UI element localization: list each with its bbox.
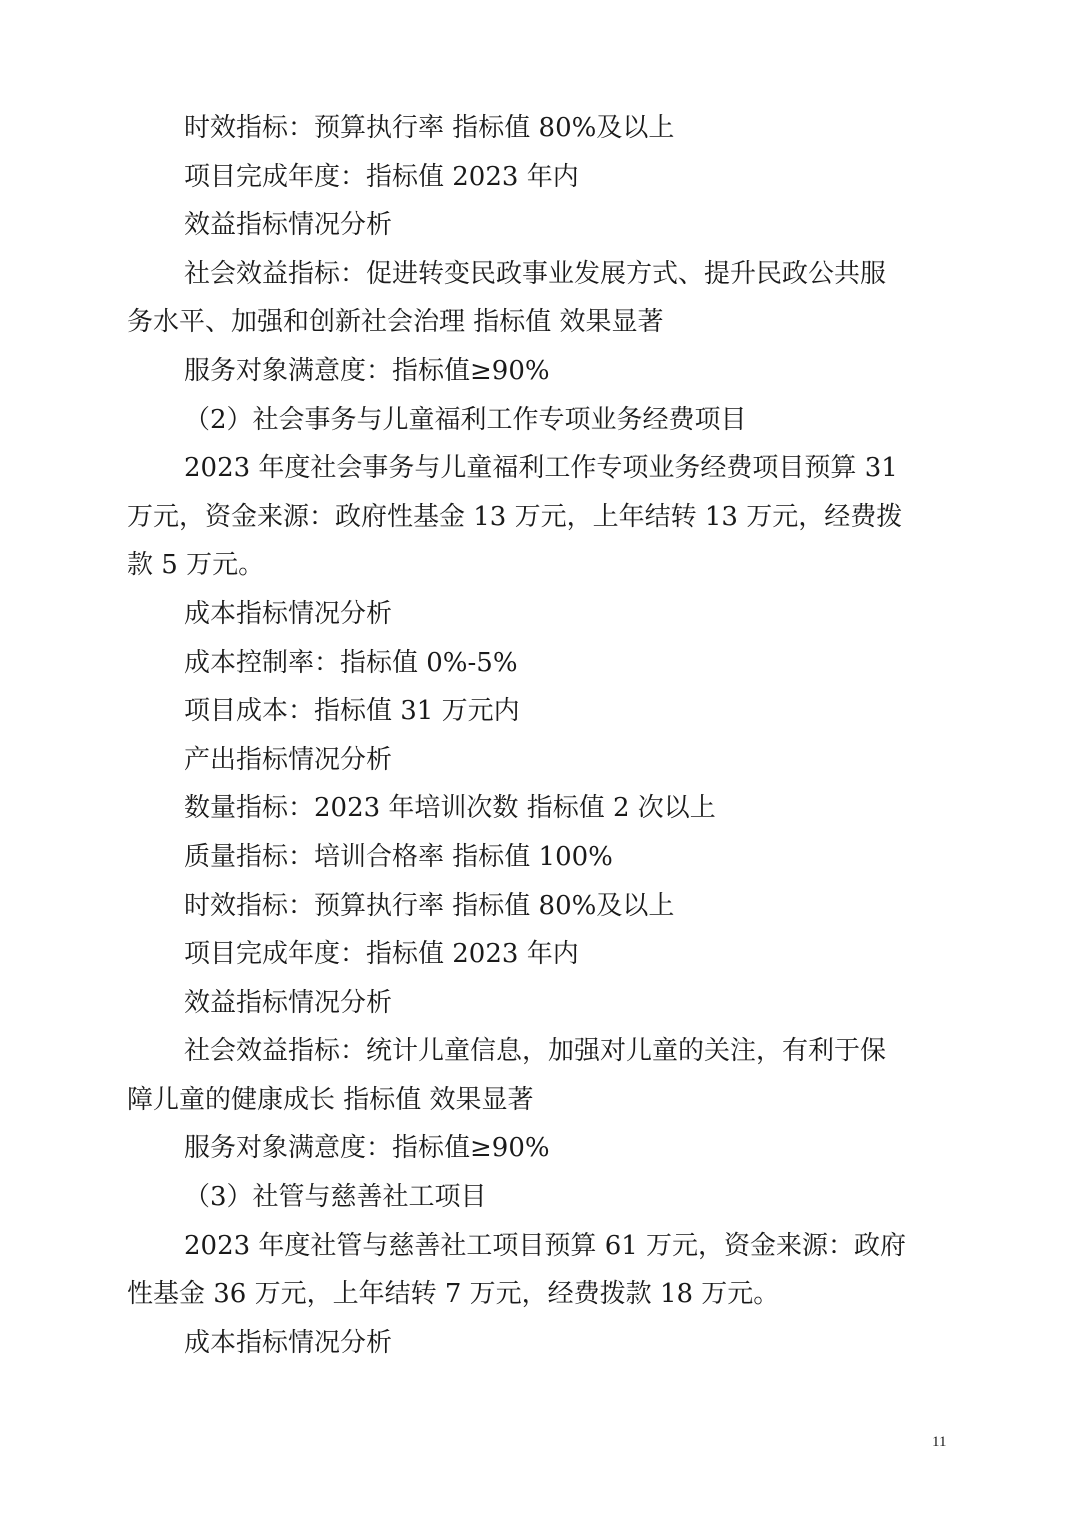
text-line: 社会效益指标：统计儿童信息，加强对儿童的关注，有利于保: [184, 1036, 887, 1067]
project-heading: （3）社管与慈善社工项目: [184, 1182, 487, 1213]
text-line: 时效指标：预算执行率 指标值 80%及以上: [184, 890, 675, 921]
text-line: 款 5 万元。: [127, 550, 265, 581]
text-line: 2023 年度社管与慈善社工项目预算 61 万元，资金来源：政府: [184, 1230, 907, 1261]
text-line: 项目完成年度：指标值 2023 年内: [184, 939, 579, 970]
section-heading: 效益指标情况分析: [184, 210, 393, 241]
text-line: 项目完成年度：指标值 2023 年内: [184, 161, 579, 192]
text-line: 2023 年度社会事务与儿童福利工作专项业务经费项目预算 31: [184, 453, 898, 484]
section-heading: 产出指标情况分析: [184, 744, 393, 775]
page-body: [127, 104, 947, 1367]
section-heading: 成本指标情况分析: [184, 598, 393, 629]
text-line: 服务对象满意度：指标值≥90%: [184, 355, 550, 386]
page-number: 11: [932, 1434, 947, 1450]
text-line: 服务对象满意度：指标值≥90%: [184, 1133, 550, 1164]
text-line: 质量指标：培训合格率 指标值 100%: [184, 841, 613, 872]
section-heading: 效益指标情况分析: [184, 987, 393, 1018]
text-line: 时效指标：预算执行率 指标值 80%及以上: [184, 113, 675, 143]
section-heading: 成本指标情况分析: [184, 1327, 393, 1358]
text-line: 障儿童的健康成长 指标值 效果显著: [127, 1084, 534, 1115]
text-line: 务水平、加强和创新社会治理 指标值 效果显著: [127, 307, 664, 338]
text-line: 项目成本：指标值 31 万元内: [184, 696, 520, 727]
text-line: 社会效益指标：促进转变民政事业发展方式、提升民政公共服: [184, 258, 887, 289]
text-line: 万元，资金来源：政府性基金 13 万元，上年结转 13 万元，经费拨: [127, 501, 903, 532]
text-line: 性基金 36 万元，上年结转 7 万元，经费拨款 18 万元。: [127, 1279, 780, 1310]
text-line: 数量指标：2023 年培训次数 指标值 2 次以上: [184, 793, 716, 824]
project-heading: （2）社会事务与儿童福利工作专项业务经费项目: [184, 404, 747, 435]
text-line: 成本控制率：指标值 0%-5%: [184, 647, 518, 678]
